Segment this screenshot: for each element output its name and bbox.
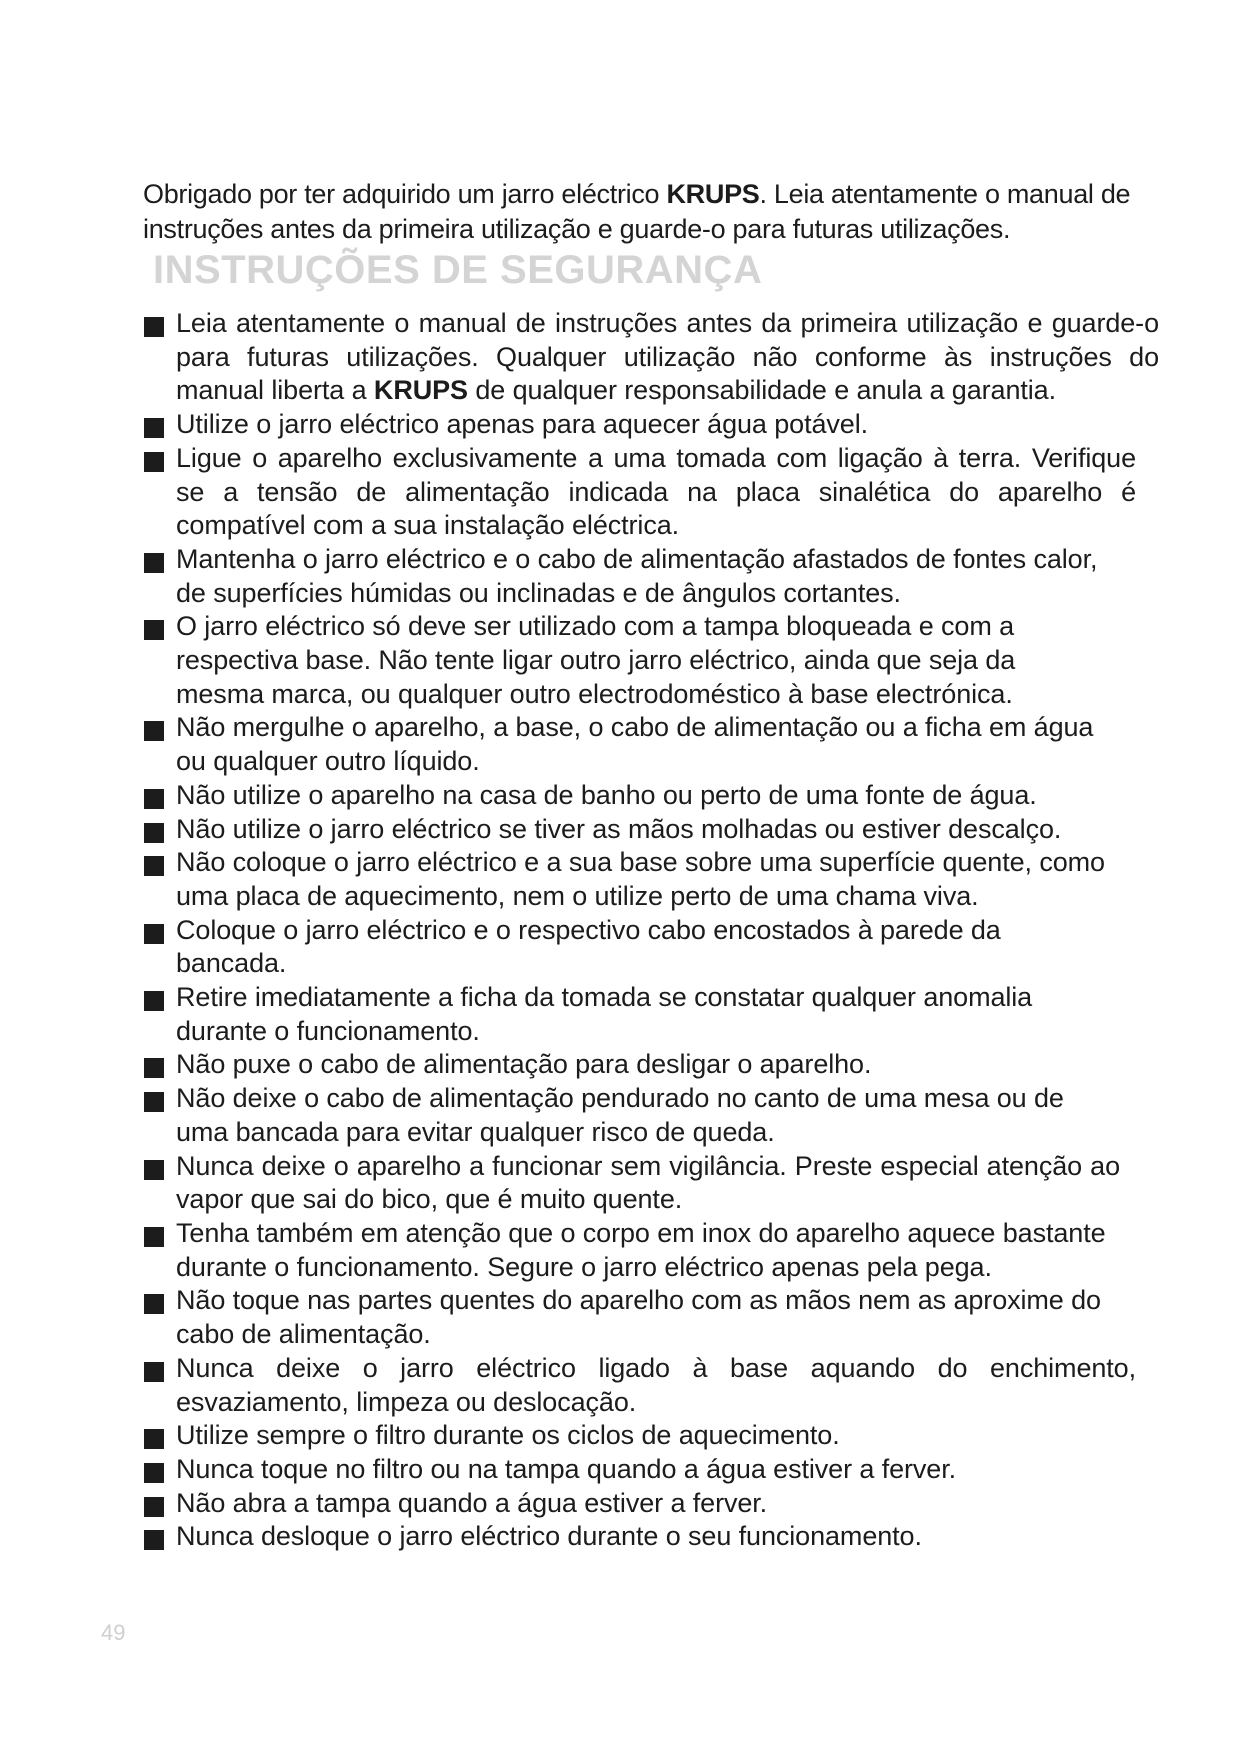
square-bullet-icon [144,620,164,640]
square-bullet-icon [144,924,164,944]
square-bullet-icon [144,991,164,1011]
safety-item: Não toque nas partes quentes do aparelho com as mãos nem as aproxime do cabo de alimentação. [143,1284,1116,1351]
square-bullet-icon [144,1227,164,1247]
safety-item: Nunca desloque o jarro eléctrico durante o seu funcionamento. [143,1520,1143,1554]
safety-item: Coloque o jarro eléctrico e o respectivo cabo encostados à parede da bancada. [143,914,1116,981]
square-bullet-icon [144,1362,164,1382]
square-bullet-icon [144,1463,164,1483]
square-bullet-icon [144,553,164,573]
square-bullet-icon [144,789,164,809]
intro-paragraph [143,177,1143,247]
safety-item: Não deixe o cabo de alimentação pendurado no canto de uma mesa ou de uma bancada para evitar qualquer risco de queda. [143,1082,1116,1149]
square-bullet-icon [144,856,164,876]
safety-item: O jarro eléctrico só deve ser utilizado com a tampa bloqueada e com a respectiva base. Não tente ligar outro jarro eléctrico, ainda que seja da mesma marca, ou qualquer outro electrodoméstico à base electrónica. [143,610,1106,711]
intro-text-before: Obrigado por ter adquirido um jarro eléctrico [143,179,667,209]
safety-item: Retire imediatamente a ficha da tomada se constatar qualquer anomalia durante o funcionamento. [143,981,1116,1048]
square-bullet-icon [144,1497,164,1517]
square-bullet-icon [144,452,164,472]
square-bullet-icon [144,1058,164,1078]
intro-text-after: . Leia atentamente o manual de instruções antes da primeira utilização e guarde-o para futuras utilizações. [143,179,1131,244]
safety-item: Ligue o aparelho exclusivamente a uma tomada com ligação à terra. Verifique se a tensão de alimentação indicada na placa sinalética do aparelho é compatível com a sua instalação eléctrica. [143,442,1136,543]
safety-item: Leia atentamente o manual de instruções antes da primeira utilização e guarde-o para futuras utilizações. Qualquer utilização não conforme às instruções do manual liberta a KRUPS de qualquer responsabilidade e anula a garantia. [143,307,1159,408]
square-bullet-icon [144,1530,164,1550]
square-bullet-icon [144,418,164,438]
safety-instructions-list [143,307,1159,1554]
intro-brand: KRUPS [666,179,760,209]
safety-item: Mantenha o jarro eléctrico e o cabo de alimentação afastados de fontes calor, de superfícies húmidas ou inclinadas e de ângulos cortantes. [143,543,1116,610]
page-number: 49 [101,1620,126,1645]
section-title: INSTRUÇÕES DE SEGURANÇA [153,248,763,292]
safety-item: Utilize o jarro eléctrico apenas para aquecer água potável. [143,408,1143,442]
safety-item: Utilize sempre o filtro durante os ciclos de aquecimento. [143,1419,1143,1453]
safety-item: Não puxe o cabo de alimentação para desligar o aparelho. [143,1048,1143,1082]
square-bullet-icon [144,317,164,337]
safety-item: Não abra a tampa quando a água estiver a ferver. [143,1487,1143,1521]
safety-item: Tenha também em atenção que o corpo em inox do aparelho aquece bastante durante o funcionamento. Segure o jarro eléctrico apenas pela pega. [143,1217,1186,1284]
safety-item: Não mergulhe o aparelho, a base, o cabo de alimentação ou a ficha em água ou qualquer outro líquido. [143,711,1106,778]
brand-name: KRUPS [373,375,468,406]
square-bullet-icon [144,1160,164,1180]
safety-item: Não utilize o jarro eléctrico se tiver as mãos molhadas ou estiver descalço. [143,813,1143,847]
safety-item: Não coloque o jarro eléctrico e a sua base sobre uma superfície quente, como uma placa de aquecimento, nem o utilize perto de uma chama viva. [143,846,1136,913]
square-bullet-icon [144,721,164,741]
square-bullet-icon [144,1294,164,1314]
safety-item: Nunca toque no filtro ou na tampa quando a água estiver a ferver. [143,1453,1143,1487]
square-bullet-icon [144,823,164,843]
safety-item: Nunca deixe o jarro eléctrico ligado à base aquando do enchimento, esvaziamento, limpeza ou deslocação. [143,1352,1136,1419]
square-bullet-icon [144,1092,164,1112]
safety-item: Não utilize o aparelho na casa de banho ou perto de uma fonte de água. [143,779,1143,813]
safety-item: Nunca deixe o aparelho a funcionar sem vigilância. Preste especial atenção ao vapor que sai do bico, que é muito quente. [143,1150,1120,1217]
square-bullet-icon [144,1429,164,1449]
